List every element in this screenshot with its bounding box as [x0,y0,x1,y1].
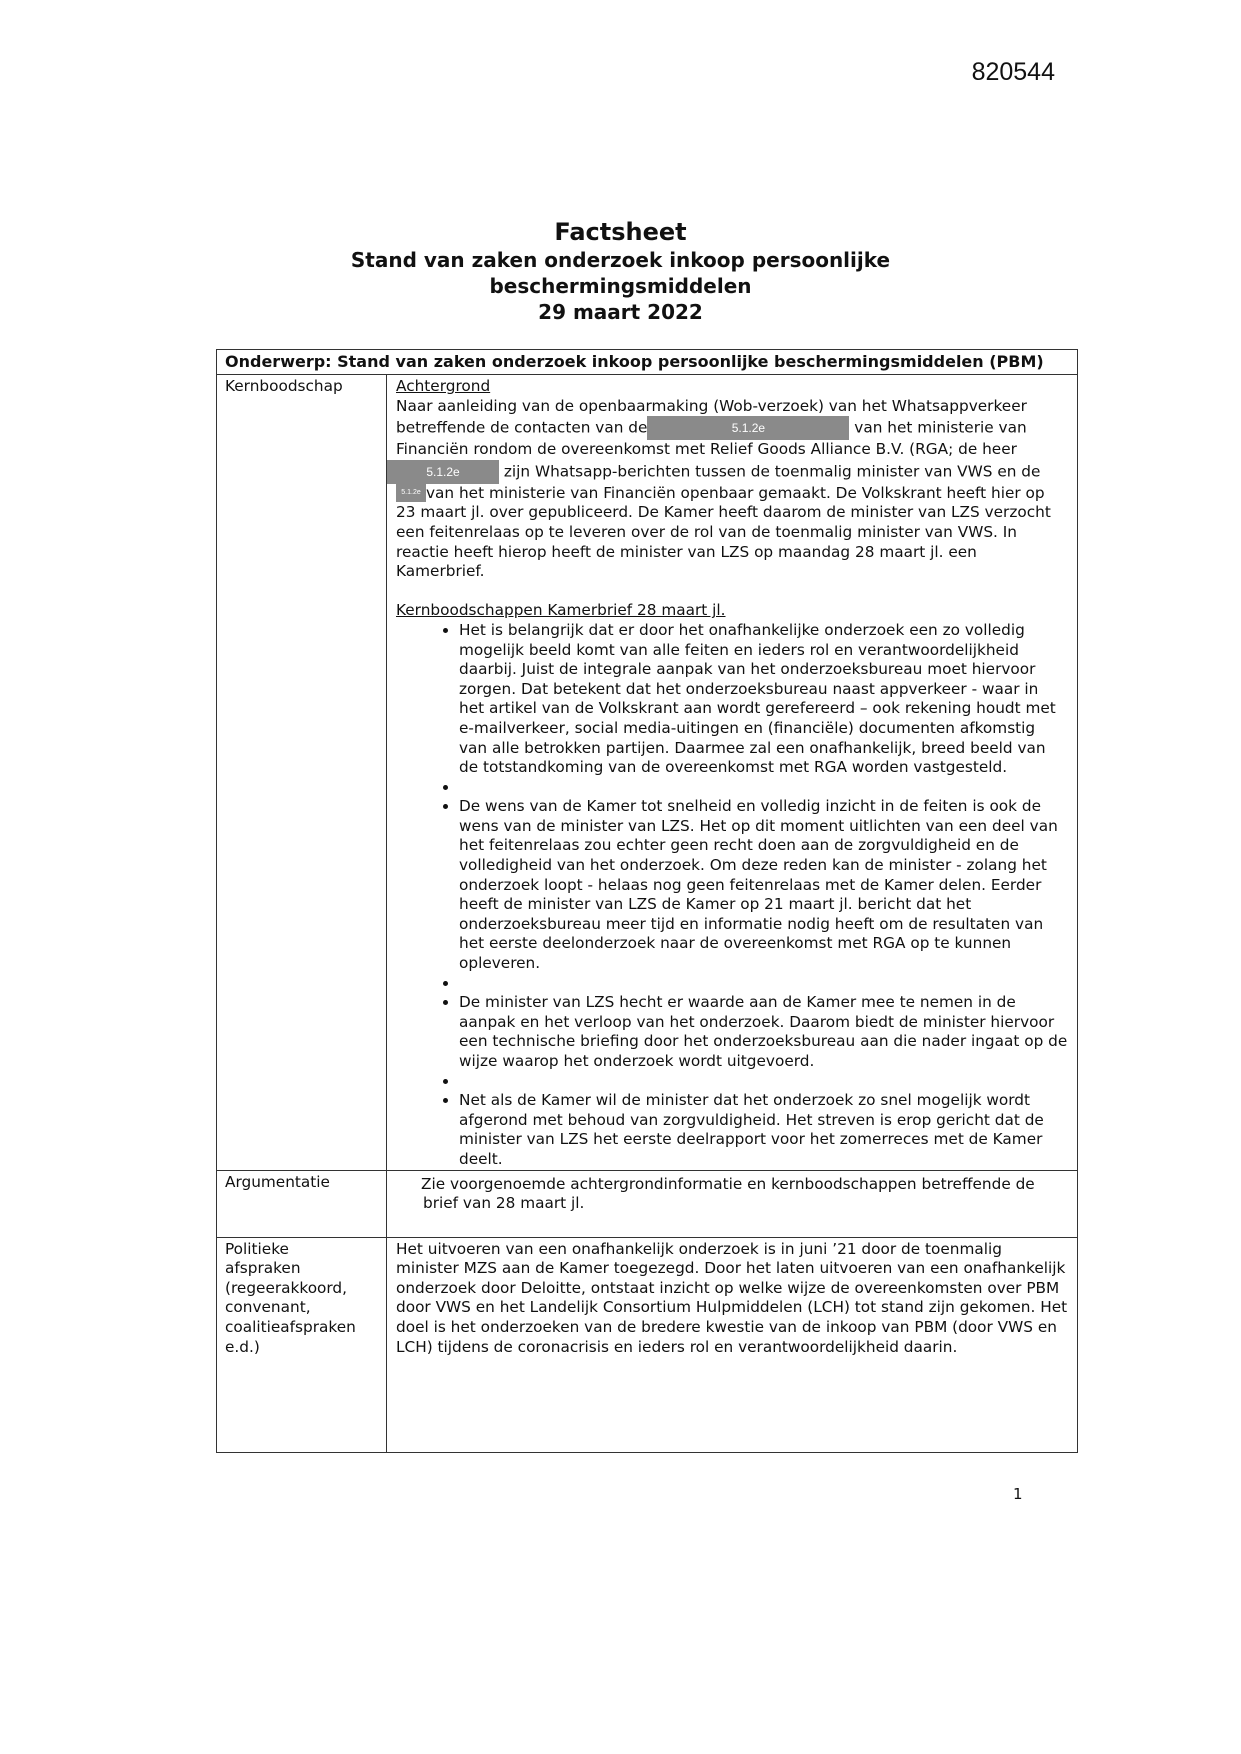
table-header: Onderwerp: Stand van zaken onderzoek inkoop persoonlijke beschermingsmiddelen (PBM) [217,350,1078,375]
label-line: e.d.) [225,1337,260,1356]
table-row-politieke-afspraken [217,1237,1078,1452]
list-item-empty [459,778,1068,798]
redaction-box: 5.1.2e [647,416,849,440]
politieke-afspraken-content [387,1237,1078,1452]
table-row-argumentatie [217,1170,1078,1237]
kernboodschappen-list [396,621,1068,1170]
kernboodschap-content [387,375,1078,1171]
redaction-box: 5.1.2e [396,484,426,502]
label-line: coalitieafspraken [225,1317,356,1336]
row-label-argumentatie: Argumentatie [217,1170,387,1237]
argumentatie-content [387,1170,1078,1237]
label-line: Politieke [225,1239,289,1258]
label-line: afspraken [225,1259,301,1278]
row-label-kernboodschap: Kernboodschap [217,375,387,1171]
argumentatie-text: Zie voorgenoemde achtergrondinformatie en kernboodschappen betreffende de brief van 28 maart jl. [421,1174,1035,1213]
spacer [396,582,1068,602]
list-item: • Het is belangrijk dat er door het onafhankelijke onderzoek een zo volledig mogelijk beeld komt van alle feiten en ieders rol en verantwoordelijkheid daarbij. Juist de integrale aanpak van het onderzoeksbureau moet hiervoor zorgen. Dat betekent dat het onderzoeksbureau naast appverkeer - waar in het artikel van de Volkskrant aan wordt gerefereerd – ook rekening houdt met e-mailverkeer, social media-uitingen en (financiële) documenten afkomstig van alle betrokken partijen. Daarmee zal een onafhankelijk, breed beeld van de totstandkoming van de overeenkomst met RGA worden vastgesteld. [459,621,1068,778]
kernboodschappen-heading: Kernboodschappen Kamerbrief 28 maart jl. [396,601,726,620]
label-line: convenant, [225,1298,311,1317]
achtergrond-paragraph [396,397,1068,582]
page-number: 1 [1013,1485,1023,1503]
achtergrond-text-1: Naar aanleiding van de openbaarmaking (Wob-verzoek) van het Whatsappverkeer betreffende de contacten van de [396,396,1027,437]
page-title: Factsheet [554,218,687,246]
title-block [0,218,1241,325]
achtergrond-heading: Achtergrond [396,377,491,395]
list-item: • De wens van de Kamer tot snelheid en volledig inzicht in de feiten is ook de wens van de minister van LZS. Het op dit moment uitlichten van een deel van het feitenrelaas zou echter geen recht doen aan de zorgvuldigheid en de volledigheid van het onderzoek. Om deze reden kan de minister - zolang het onderzoek loopt - helaas nog geen feitenrelaas met de Kamer delen. Eerder heeft de minister van LZS de Kamer op 21 maart jl. bericht dat het onderzoeksbureau meer tijd en informatie nodig heeft om de resultaten van het eerste deelonderzoek naar de overeenkomst met RGA op te kunnen opleveren. [459,797,1068,973]
subtitle-line-2: beschermingsmiddelen [489,274,752,298]
document-number: 820544 [971,58,1055,86]
politieke-afspraken-text: Het uitvoeren van een onafhankelijk onderzoek is in juni ’21 door de toenmalig minister MZS aan de Kamer toegezegd. Door het laten uitvoeren van een onafhankelijk onderzoek door Deloitte, ontstaat inzicht op welke wijze de overeenkomsten over PBM door VWS en het Landelijk Consortium Hulpmiddelen (LCH) tot stand zijn gekomen. Het doel is het onderzoeken van de bredere kwestie van de inkoop van PBM (door VWS en LCH) tijdens de coronacrisis en ieders rol en verantwoordelijkheid daarin. [396,1239,1068,1356]
row-label-politieke-afspraken [217,1237,387,1452]
achtergrond-text-2: van het ministerie van Financiën rondom de overeenkomst met Relief Goods Alliance B.V. (RGA; de heer [396,418,1027,459]
label-line: (regeerakkoord, [225,1278,348,1297]
list-item-empty [459,1072,1068,1092]
list-item: • De minister van LZS hecht er waarde aan de Kamer mee te nemen in de aanpak en het verloop van het onderzoek. Daarom biedt de minister hiervoor een technische briefing door het onderzoeksbureau aan die nader ingaat op de wijze waarop het onderzoek wordt uitgevoerd. [459,993,1068,1071]
table-row-kernboodschap [217,375,1078,1171]
list-item: • Net als de Kamer wil de minister dat het onderzoek zo snel mogelijk wordt afgerond met behoud van zorgvuldigheid. Het streven is erop gericht dat de minister van LZS het eerste deelrapport voor het zomerreces met de Kamer deelt. [459,1091,1068,1169]
redaction-box: 5.1.2e [387,460,499,484]
list-item-empty [459,974,1068,994]
achtergrond-text-4: van het ministerie van Financiën openbaar gemaakt. De Volkskrant heeft hier op 23 maart jl. over gepubliceerd. De Kamer heeft daarom de minister van LZS verzocht een feitenrelaas op te leveren over de rol van de toenmalig minister van VWS. In reactie heeft hierop heeft de minister van LZS op maandag 28 maart jl. een Kamerbrief. [396,483,1051,581]
subtitle-date: 29 maart 2022 [538,300,703,324]
subtitle-line-1: Stand van zaken onderzoek inkoop persoonlijke [350,248,891,272]
factsheet-table [216,349,1078,1453]
achtergrond-text-3: zijn Whatsapp-berichten tussen de toenmalig minister van VWS en de [503,462,1041,481]
table-header-row [217,350,1078,375]
